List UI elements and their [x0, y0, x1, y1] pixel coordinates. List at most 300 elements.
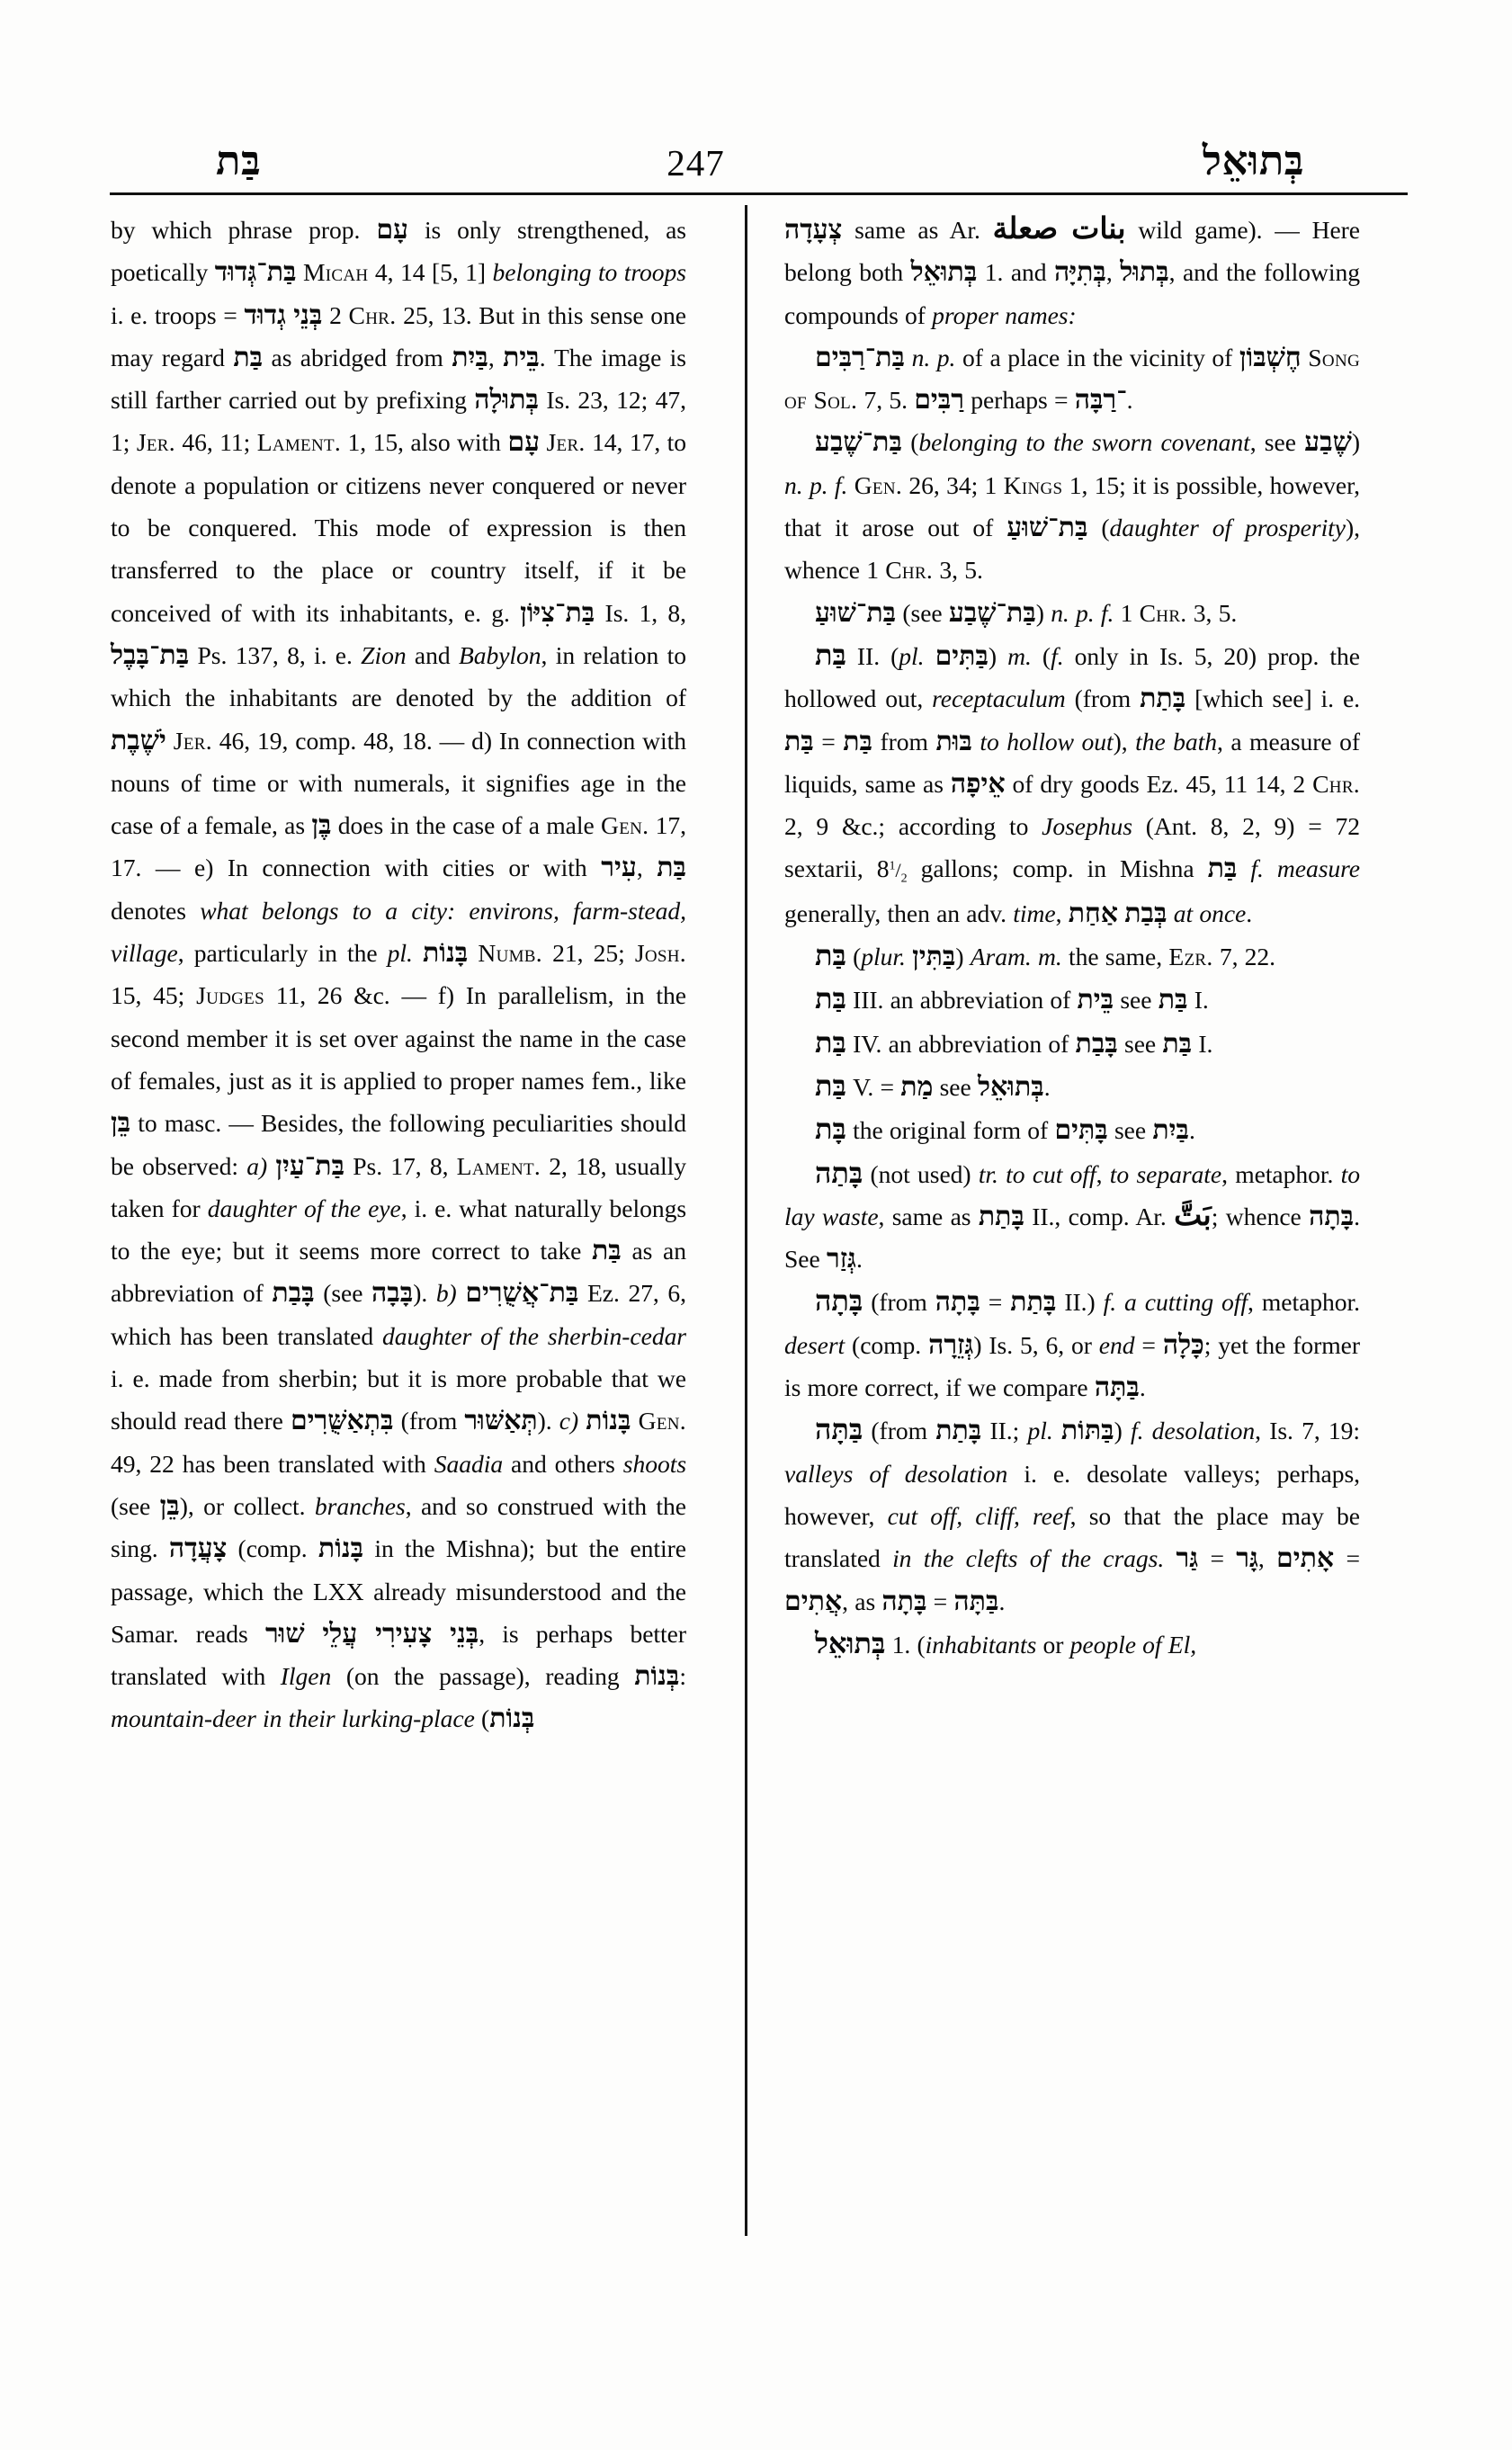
- bible-book-abbrev: Ezr.: [1168, 943, 1213, 971]
- body-text: of dry goods Ez. 45, 11 14, 2: [1005, 769, 1313, 798]
- body-text: (Ant. 8, 2, 9) = 72 sextarii, 8: [784, 812, 1360, 883]
- gloss-text: pl.: [387, 939, 413, 968]
- bible-book-abbrev: Jer.: [173, 726, 212, 755]
- hebrew-word: חֶשְׁבּוֹן: [1239, 342, 1302, 372]
- body-text: , metaphor.: [1248, 1288, 1361, 1317]
- gloss-text: people of El,: [1069, 1630, 1197, 1659]
- header-rule: [110, 192, 1408, 195]
- body-text: by which phrase prop.: [111, 216, 377, 244]
- hebrew-word: בַּת: [784, 726, 814, 756]
- body-text: i. e. made from sherbin; but it is more probable that we should read there: [111, 1364, 686, 1435]
- dictionary-entry: [784, 1623, 1360, 1666]
- bible-book-abbrev: Jer.: [136, 428, 175, 457]
- hebrew-word: בַּיִת: [1152, 1115, 1189, 1146]
- body-text: 15, 45;: [111, 981, 197, 1010]
- dictionary-entry: [784, 336, 1360, 422]
- body-text: [468, 939, 478, 967]
- hebrew-word: בְּנוֹת: [634, 1661, 680, 1692]
- gloss-text: Josephus: [1042, 812, 1132, 841]
- bible-book-abbrev: Chr.: [1139, 598, 1187, 627]
- hebrew-word: בַּתָּה: [1094, 1373, 1140, 1403]
- body-text: .: [998, 1587, 1006, 1615]
- body-text: (: [845, 943, 862, 971]
- body-text: (from: [1065, 684, 1141, 713]
- body-text: from: [872, 727, 936, 756]
- body-text: (from: [393, 1407, 465, 1435]
- hebrew-word: גְּזַר: [826, 1244, 856, 1274]
- bible-book-abbrev: Micah: [302, 258, 369, 287]
- gloss-text: n. p. f.: [1051, 598, 1114, 627]
- gloss-text: at once: [1173, 899, 1247, 927]
- body-text: in the Mishna); but the entire passage, which the LXX already misunderstood and the Samar. reads: [111, 1534, 686, 1648]
- body-text: ).: [413, 1279, 436, 1308]
- hebrew-word: צָעֲדָה: [168, 1533, 228, 1564]
- body-text: , a measure of liquids, same as: [784, 727, 1360, 798]
- hebrew-word: בַּת: [657, 853, 687, 883]
- dictionary-entry: [784, 978, 1360, 1021]
- body-text: ,: [488, 343, 504, 371]
- body-text: only in Is. 5, 20) prop. the hollowed out,: [784, 641, 1360, 713]
- hebrew-word: בְּנֵי גְדוּד: [244, 300, 323, 330]
- entry-headword: בַּתָּה: [815, 1413, 863, 1446]
- body-text: I.: [1192, 1029, 1213, 1058]
- body-text: 49, 22 has been translated with: [111, 1449, 434, 1478]
- body-text: .: [1126, 386, 1133, 415]
- body-text: same as Ar.: [842, 216, 993, 244]
- body-text: ) Is. 5, 6, or: [973, 1330, 1099, 1359]
- hebrew-word: בֵּן: [111, 1108, 131, 1139]
- body-text: to masc. — Besides, the following peculiarities should be observed:: [111, 1109, 686, 1180]
- body-text: [905, 344, 912, 371]
- body-text: ), whence 1: [784, 514, 1360, 585]
- body-text: 1: [1114, 598, 1140, 627]
- body-text: =: [813, 727, 844, 756]
- body-text: 1, 15, also with: [341, 428, 508, 457]
- hebrew-word: אַחַת: [1068, 898, 1118, 928]
- body-text: (see: [896, 598, 949, 627]
- body-text: [906, 943, 912, 970]
- body-text: as abridged from: [263, 343, 452, 371]
- hebrew-word: בָּנוֹת: [423, 938, 469, 969]
- entry-headword: בָּתַה: [815, 1156, 863, 1189]
- gloss-text: desert: [784, 1330, 845, 1359]
- body-text: does in the case of a male: [331, 811, 601, 840]
- entry-headword: בַּת: [815, 982, 846, 1015]
- body-text: ,: [636, 854, 658, 882]
- hebrew-word: בְּבַת: [1124, 898, 1168, 928]
- bible-book-abbrev: Song of Sol.: [784, 343, 1360, 415]
- gloss-text: to hollow out: [980, 727, 1114, 756]
- bible-book-abbrev: Gen.: [854, 470, 903, 499]
- hebrew-word: בְּנוֹת: [489, 1703, 535, 1734]
- body-text: (see: [314, 1279, 372, 1308]
- body-text: , i. e. what naturally belongs to the eye; but it seems more correct to take: [111, 1194, 687, 1265]
- page-number: 247: [667, 142, 725, 183]
- body-text: (: [901, 428, 919, 457]
- body-text: , is perhaps better translated with: [111, 1619, 686, 1691]
- gloss-text: f. measure: [1250, 854, 1360, 883]
- gloss-text: branches: [314, 1491, 406, 1520]
- body-text: V. =: [845, 1072, 901, 1101]
- hebrew-word: בַּת־בָּבֶל: [111, 639, 190, 670]
- body-text: i. e. desolate valleys; perhaps, however,: [784, 1459, 1360, 1530]
- body-text: denotes: [111, 896, 201, 925]
- body-text: .: [1188, 1116, 1195, 1145]
- body-text: [540, 428, 546, 456]
- body-text: ), or collect.: [179, 1491, 315, 1520]
- bible-book-abbrev: Chr.: [885, 556, 934, 585]
- body-text: [924, 642, 935, 670]
- body-text: I.: [1187, 986, 1209, 1015]
- hebrew-word: בָּתַת: [978, 1201, 1024, 1231]
- body-text: 7, 5.: [857, 386, 915, 415]
- body-text: and others: [503, 1449, 623, 1478]
- entry-headword: בָּתָה: [815, 1284, 863, 1318]
- hebrew-word: בַּת־צִיּוֹן: [520, 597, 595, 628]
- hebrew-word: בַּת־עַיִן: [275, 1150, 345, 1181]
- arabic-word: بنات صعلة: [992, 213, 1126, 246]
- arabic-word: بَتَّ: [1174, 1199, 1212, 1232]
- body-text: 17, 17. — e) In connection with cities or with: [111, 811, 686, 882]
- column-divider-rule: [745, 205, 747, 2236]
- gloss-text: tr. to cut off: [978, 1159, 1096, 1188]
- hebrew-word: אָתִים: [1276, 1543, 1335, 1574]
- gloss-text: f. a cutting off: [1103, 1288, 1248, 1317]
- gloss-text: a): [246, 1151, 268, 1180]
- body-text: ; whence: [1211, 1202, 1310, 1230]
- gloss-text: proper names:: [932, 300, 1077, 329]
- gloss-text: cut off, cliff, reef: [887, 1501, 1070, 1530]
- body-text: , particularly in the: [177, 939, 388, 968]
- right-text-column: [784, 209, 1360, 1666]
- bible-book-abbrev: Lament.: [256, 428, 342, 457]
- bible-book-abbrev: Lament.: [456, 1151, 541, 1180]
- gloss-text: Saadia: [434, 1449, 504, 1478]
- hebrew-word: בָּתַת: [935, 1416, 982, 1446]
- body-text: ).: [537, 1407, 559, 1435]
- hebrew-word: בְּנֵי צָעִירִי עֲלֵי שׁוּר: [264, 1618, 479, 1649]
- body-text: (comp.: [227, 1534, 318, 1563]
- gloss-text: time: [1013, 899, 1056, 927]
- body-text: =: [980, 1288, 1011, 1317]
- body-text: , as: [842, 1587, 882, 1615]
- hebrew-word: גַּר: [1176, 1543, 1199, 1574]
- dictionary-entry: [784, 1408, 1360, 1622]
- hebrew-word: בָּתָה: [935, 1287, 980, 1318]
- hebrew-word: בַּת־שֶׁבַע: [948, 597, 1036, 628]
- body-text: [296, 258, 302, 286]
- bible-book-abbrev: Gen.: [600, 811, 649, 840]
- hebrew-word: בַּתָּה: [953, 1586, 999, 1616]
- hebrew-word: בְּתוּל: [1120, 257, 1169, 288]
- hebrew-word: בַּת: [592, 1236, 622, 1266]
- body-text: wild game). — Here belong both: [784, 216, 1360, 287]
- hebrew-word: בִּתְאַשֻּׁרִים: [290, 1406, 394, 1436]
- gloss-text: belonging to the sworn covenant: [918, 428, 1250, 457]
- fraction-text: $^1/_2$: [889, 858, 908, 886]
- body-text: [which see] i. e.: [1185, 684, 1360, 713]
- running-head-right-hebrew: בְּתוּאֵל: [1202, 139, 1304, 183]
- gloss-text: inhabitants: [925, 1630, 1037, 1659]
- hebrew-word: בֵּן: [159, 1490, 180, 1521]
- body-text: ): [955, 943, 971, 971]
- body-text: 4, 14 [5, 1]: [368, 258, 493, 287]
- body-text: , and so construed with the sing.: [111, 1491, 686, 1563]
- hebrew-word: בָּתַת: [1140, 684, 1186, 714]
- bible-book-abbrev: Numb.: [478, 939, 542, 968]
- body-text: , see: [1249, 428, 1305, 457]
- entry-headword: בָּת: [815, 1113, 846, 1146]
- body-text: ),: [1113, 727, 1136, 756]
- body-text: =: [1334, 1544, 1360, 1573]
- body-text: , so that the place may be translated: [784, 1501, 1360, 1573]
- body-text: see: [933, 1072, 978, 1101]
- hebrew-word: בַּתִּים: [935, 640, 989, 671]
- body-text: (from: [863, 1288, 935, 1317]
- body-text: , Is. 7, 19:: [1255, 1417, 1361, 1445]
- bible-book-abbrev: Chr.: [348, 300, 397, 329]
- hebrew-word: בָּתַת: [1010, 1287, 1057, 1318]
- body-text: or: [1036, 1630, 1070, 1659]
- hebrew-word: אֵיפָה: [950, 768, 1006, 799]
- body-text: II. (: [845, 641, 899, 670]
- body-text: , in relation to which the inhabitants are denoted by the addition of: [111, 640, 686, 712]
- hebrew-word: בֶּן: [311, 810, 332, 841]
- dictionary-entry: [784, 592, 1360, 634]
- dictionary-entry: [784, 1022, 1360, 1065]
- hebrew-word: רַבִּים: [914, 385, 964, 416]
- entry-headword: בַּת: [815, 1025, 846, 1059]
- entry-headword: בַּת: [815, 939, 846, 972]
- hebrew-word: בָּתָה: [881, 1586, 927, 1616]
- gloss-text: n. p.: [911, 343, 956, 371]
- body-text: .: [1139, 1373, 1146, 1402]
- body-text: the original form of: [845, 1116, 1055, 1145]
- hebrew-word: בַּת־אֲשֻׁרִים: [465, 1278, 579, 1309]
- gloss-text: c): [559, 1407, 579, 1435]
- hebrew-word: בַּת־שׁוּעַ: [815, 597, 897, 628]
- hebrew-word: עָם: [376, 215, 409, 245]
- body-text: IV. an abbreviation of: [845, 1029, 1076, 1058]
- hebrew-word: בְּתוּלָה: [474, 385, 539, 416]
- body-text: .: [1043, 1072, 1051, 1101]
- gloss-text: to lay waste: [784, 1159, 1360, 1230]
- dictionary-entry: [784, 1065, 1360, 1108]
- gloss-text: pl.: [899, 641, 925, 670]
- bible-book-abbrev: Jer.: [546, 428, 586, 457]
- body-text: the same,: [1061, 943, 1169, 971]
- hebrew-word: בָּנוֹת: [586, 1406, 631, 1436]
- gloss-text: receptaculum: [932, 684, 1066, 713]
- hebrew-word: בְּתוּאֵל: [977, 1071, 1044, 1102]
- hebrew-word: בַּת: [1162, 1028, 1193, 1059]
- bible-book-abbrev: Chr.: [1312, 769, 1360, 798]
- gloss-text: what belongs to a city: environs, farm-stead, village: [111, 896, 686, 968]
- body-text: .: [1246, 899, 1253, 927]
- body-text: of a place in the vicinity of: [955, 343, 1239, 371]
- hebrew-word: עִיר: [601, 853, 637, 883]
- hebrew-word: בֵּית: [503, 342, 540, 372]
- hebrew-word: ־רַבָּה: [1074, 385, 1127, 416]
- body-text: (comp.: [845, 1330, 929, 1359]
- dictionary-entry: [111, 209, 686, 1740]
- body-text: 1, 15; it is possible, however, that it arose out of: [784, 470, 1360, 542]
- body-text: [847, 471, 854, 499]
- gloss-text: mountain-deer in their lurking-place: [111, 1704, 475, 1733]
- entry-headword: בַּת: [815, 638, 846, 671]
- body-text: i. e. troops =: [111, 300, 245, 329]
- body-text: Ps. 137, 8, i. e.: [189, 640, 362, 669]
- body-text: is only strengthened, as poetically: [111, 216, 686, 287]
- body-text: 3, 5.: [933, 556, 983, 585]
- hebrew-word: בָּבָה: [371, 1278, 414, 1309]
- gloss-text: f. desolation: [1130, 1417, 1256, 1445]
- bible-book-abbrev: Josh.: [634, 939, 686, 968]
- running-head: [216, 115, 1304, 182]
- dictionary-entry: [784, 1152, 1360, 1281]
- body-text: :: [679, 1662, 687, 1691]
- dictionary-entry: [784, 1108, 1360, 1151]
- hebrew-word: בָּנוֹת: [318, 1533, 364, 1564]
- body-text: 11, 26 &c. — f) In parallelism, in the second member it is set over against the name in the case of females, just as it is applied to proper names fem., like: [111, 981, 686, 1095]
- gloss-text: to separate: [1109, 1159, 1222, 1188]
- dictionary-entry: [784, 634, 1360, 934]
- gloss-text: b): [435, 1279, 457, 1308]
- gloss-text: daughter of prosperity: [1109, 514, 1346, 542]
- hebrew-word: מַת: [900, 1071, 934, 1102]
- body-text: ): [1035, 598, 1051, 627]
- hebrew-word: בַּתִּין: [912, 942, 956, 972]
- body-text: (see: [111, 1491, 160, 1520]
- hebrew-word: בַּת־שֶׁבַע: [815, 427, 902, 458]
- body-text: gallons; comp. in Mishna: [907, 854, 1208, 883]
- bible-book-abbrev: Kings: [1003, 470, 1063, 499]
- gloss-text: daughter of the sherbin-cedar: [382, 1321, 686, 1350]
- body-text: ,: [1055, 899, 1069, 927]
- body-text: [1053, 1417, 1061, 1444]
- hebrew-word: בְּתוּאֵל: [910, 257, 978, 288]
- hebrew-word: תְּאַשּׁוּר: [464, 1406, 538, 1436]
- hebrew-word: בַּת: [233, 342, 264, 372]
- body-text: II.;: [981, 1417, 1028, 1445]
- body-text: 2, 18, usually taken for: [111, 1151, 687, 1222]
- body-text: (: [1087, 514, 1110, 542]
- entry-headword: בַּת: [815, 1069, 846, 1102]
- body-text: ): [1114, 1417, 1131, 1445]
- body-text: see: [1107, 1116, 1153, 1145]
- body-text: [413, 939, 423, 967]
- gloss-text: n. p. f.: [784, 470, 848, 499]
- body-text: see: [1117, 1029, 1163, 1058]
- body-text: ): [988, 641, 1008, 670]
- gloss-text: daughter of the eye: [207, 1194, 401, 1222]
- body-text: Is. 23, 12; 47, 1;: [111, 386, 686, 457]
- hebrew-word: בַּת: [843, 726, 873, 756]
- body-text: =: [1134, 1330, 1163, 1359]
- body-text: [267, 1152, 275, 1180]
- body-text: [1167, 899, 1173, 927]
- body-text: see: [1114, 986, 1159, 1015]
- hebrew-word: אֲתִים: [784, 1586, 843, 1616]
- body-text: 25, 13. But in this sense one may regard: [111, 300, 687, 371]
- body-text: =: [926, 1587, 954, 1615]
- hebrew-word: שֶׁבַע: [1304, 427, 1352, 458]
- body-text: [631, 1407, 638, 1435]
- hebrew-word: בְּתִיָּה: [1053, 257, 1106, 288]
- gloss-text: Zion: [361, 640, 407, 669]
- gloss-text: Ilgen: [280, 1662, 332, 1691]
- body-text: Is. 1, 8,: [595, 598, 686, 627]
- hebrew-word: כָּלָה: [1162, 1329, 1204, 1360]
- body-text: [166, 727, 174, 755]
- body-text: as an abbreviation of: [111, 1237, 687, 1308]
- gloss-text: m.: [1007, 641, 1032, 670]
- hebrew-word: בַּת: [1207, 854, 1238, 884]
- hebrew-word: גָּר: [1236, 1543, 1258, 1574]
- body-text: , and the following compounds of: [784, 258, 1360, 329]
- body-text: II., comp. Ar.: [1024, 1202, 1175, 1230]
- dictionary-entry: [784, 209, 1360, 336]
- hebrew-word: בַּיִת: [452, 342, 488, 372]
- gloss-text: Babylon: [458, 640, 541, 669]
- gloss-text: belonging to troops: [492, 258, 686, 287]
- body-text: 7, 22.: [1212, 943, 1276, 971]
- left-text-column: [111, 209, 686, 1740]
- body-text: (: [1031, 641, 1051, 670]
- body-text: Ez. 27, 6, which has been translated: [111, 1279, 686, 1350]
- hebrew-word: גְּזֵרָה: [928, 1329, 974, 1360]
- body-text: (not used): [863, 1159, 979, 1188]
- hebrew-word: בַּת־רַבִּים: [815, 342, 906, 372]
- dictionary-entry: [784, 421, 1360, 591]
- body-text: . See: [784, 1202, 1360, 1274]
- body-text: [1164, 1544, 1176, 1572]
- entry-headword: בְּתוּאֵל: [815, 1626, 886, 1659]
- hebrew-word: בֵּית: [1077, 985, 1114, 1015]
- gloss-text: plur.: [861, 943, 906, 971]
- body-text: 14, 17, to denote a population or citizens never conquered or never to be conquered. This mode of expression is then transferred to the place or country itself, if it be conceived of with its inhabitants, e. g.: [111, 428, 686, 627]
- hebrew-word: בַּת־גְּדוּד: [214, 257, 297, 288]
- body-text: [1237, 854, 1250, 882]
- bible-book-abbrev: Judges: [196, 981, 264, 1010]
- hebrew-word: בָּבַת: [1075, 1028, 1118, 1059]
- gloss-text: f.: [1051, 641, 1064, 670]
- body-text: 3, 5.: [1186, 598, 1238, 627]
- bible-book-abbrev: Gen.: [638, 1407, 686, 1435]
- body-text: perhaps =: [963, 386, 1075, 415]
- running-head-left-hebrew: בַּת: [216, 139, 262, 183]
- body-text: III. an abbreviation of: [845, 986, 1078, 1015]
- hebrew-word: עָם: [507, 427, 541, 458]
- body-text: Ps. 17, 8,: [344, 1151, 457, 1180]
- body-text: ): [1351, 428, 1360, 457]
- body-text: (on the passage), reading: [331, 1662, 635, 1691]
- dictionary-entry: [784, 1280, 1360, 1408]
- hebrew-word: בּוּת: [935, 726, 972, 756]
- dictionary-entry: [784, 934, 1360, 978]
- body-text: 26, 34; 1: [902, 470, 1004, 499]
- body-text: ,: [1096, 1159, 1110, 1188]
- hebrew-word: בָּתִּים: [1054, 1115, 1108, 1146]
- hebrew-word: בָּתָה: [1309, 1201, 1355, 1231]
- body-text: =: [1198, 1544, 1237, 1573]
- body-text: II.): [1056, 1288, 1104, 1317]
- body-text: ; yet the former is more correct, if we compare: [784, 1330, 1361, 1402]
- body-text: 2: [322, 300, 349, 329]
- body-text: [457, 1279, 466, 1307]
- hebrew-word: בָּבַת: [272, 1278, 315, 1309]
- body-text: ,: [1257, 1544, 1277, 1573]
